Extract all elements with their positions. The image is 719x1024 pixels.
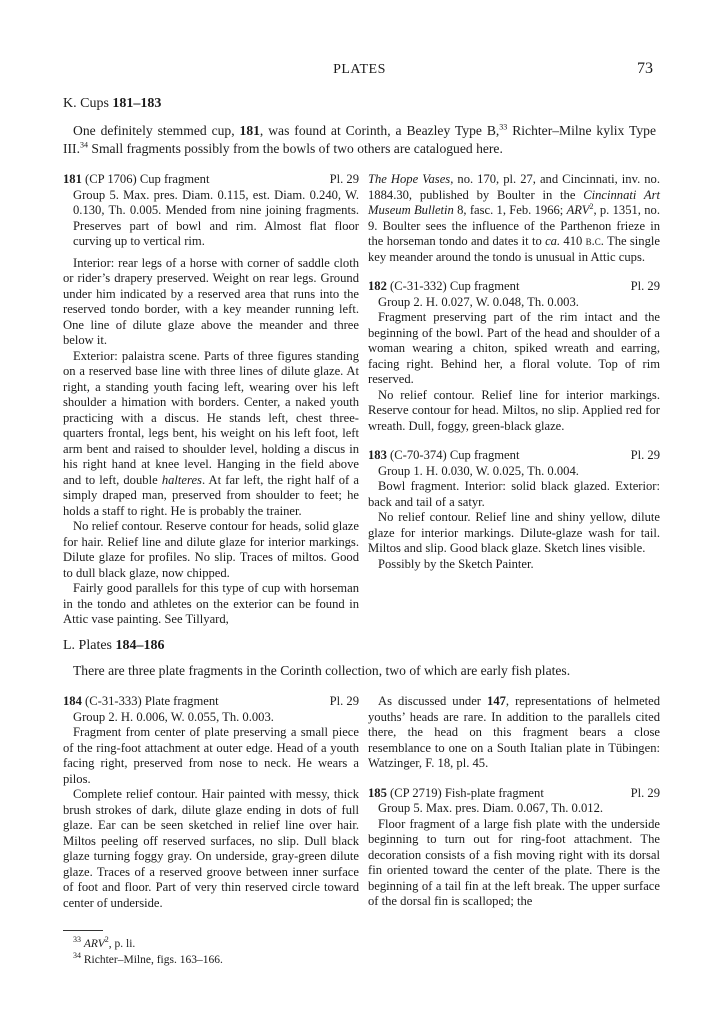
plate-reference: Pl. 29 [329,172,359,186]
plate-reference: Pl. 29 [630,279,660,293]
catalog-entry-181-parallels-continued: The Hope Vases, no. 170, pl. 27, and Cincinnati, inv. no. 1884.30, published by Boulter in the Cincinnati Art Museum Bulletin 8, fasc. 1, Feb. 1966; ARV$^2$, p. 1351, no. 9. Boulter sees the influence of the Parthenon frieze in the horseman tondo and dates it to ca. 410 b.c. The single key meander around the tondo is unusual in Attic cups. [368,172,661,264]
catalog-entry-183-technique: No relief contour. Relief line and shiny yellow, dilute glaze for interior markings. Dilute-glaze wash for tail. Miltos and slip. Good black glaze. Sketch lines visible. [368,510,660,555]
footnote-34: $^{34}$ Richter–Milne, figs. 163–166. [73,951,223,966]
catalog-entry-181-interior: Interior: rear legs of a horse with corner of saddle cloth or rider’s drapery preserved. Weight on rear legs. Ground under him indicated by a reserved area that runs into the reserved tondo border, with a key meander running left. One line of dilute glaze above the meander and three below it. [63,255,359,347]
catalog-entry-181-exterior: Exterior: palaistra scene. Parts of three figures standing on a reserved base line with three lines of dilute glaze. At right, a standing youth facing left, wearing over his left shoulder a himation with borders. Center, a naked youth practicing with a discus. He stands left, chest three-quarters frontal, legs bent, his weight on his left foot, left arm bent and raised to shoulder level, holding a discus in his right hand at knee level. Hanging in the field above and to left, double halteres. At far left, the right half of a simply draped man, preserved from shoulder to feet; he holds a staff to right. He is probably the trainer. [63,348,359,518]
catalog-entry-181-header: 181 (CP 1706) Cup fragment Pl. 29 [63,172,359,186]
section-intro-plates: There are three plate fragments in the Corinth collection, two of which are early fish plates. [73,663,571,678]
catalog-entry-183-measurements: Group 1. H. 0.030, W. 0.025, Th. 0.004. [378,463,579,478]
catalog-entry-183-description: Bowl fragment. Interior: solid black glazed. Exterior: back and tail of a satyr. [368,479,660,509]
catalog-entry-185-header: 185 (CP 2719) Fish-plate fragment Pl. 29 [368,785,660,800]
catalog-entry-184-discussion: As discussed under 147, representations of helmeted youths’ heads are rare. In addition to the parallels cited there, the head on this fragment bears a close resemblance to one on a South Italian plate in Tübingen: Watzinger, F. 18, pl. 45. [368,694,660,770]
catalog-entry-185-description: Floor fragment of a large fish plate with the underside beginning to turn out for ring-foot attachment. The decoration consists of a fish moving right with its dorsal fin oriented toward the center of the plate. There is the beginning of a tail fin at the left break. The upper surface of the dorsal fin is scalloped; the [368,816,660,908]
catalog-entry-183-attribution: Possibly by the Sketch Painter. [378,556,534,571]
plate-reference: Pl. 29 [630,448,660,462]
column-right-lower [368,694,660,910]
section-heading-plates: L. Plates 184–186 [63,638,165,653]
catalog-entry-182-technique: No relief contour. Relief line for interior markings. Reserve contour for head. Miltos, no slip. Applied red for wreath. Dull, foggy, green-black glaze. [368,387,660,433]
section-intro-cups: One definitely stemmed cup, 181, was found at Corinth, a Beazley Type B,$^{33}$ Richter–Milne kylix Type III.$^{34}$ Small fragments possibly from the bowls of two others are catalogued here. [63,122,657,156]
plate-reference: Pl. 29 [329,694,359,708]
running-head [0,62,719,86]
catalog-entry-185-measurements: Group 5. Max. pres. Diam. 0.067, Th. 0.012. [378,801,604,815]
catalog-entry-184-technique: Complete relief contour. Hair painted with messy, thick brush strokes of dark, dilute glaze ending in dots of full glaze. Ear can be seen sketched in relief line over hair. Miltos peeling off reserved surfaces, no slip. Dull black glaze turning foggy gray. On underside, gray-green dilute glaze. Traces of a reserved groove between inner surface of foot and floor. Part of very thin reserved circle toward center of underside. [63,787,359,910]
column-left-upper [63,172,359,628]
running-head-title: PLATES [333,62,386,77]
catalog-entry-181-technique: No relief contour. Reserve contour for heads, solid glaze for hair. Relief line and dilute glaze for interior markings. Dilute glaze for profiles. No slip. Traces of miltos. Good to dull black glaze, now chipped. [63,519,359,580]
catalog-entry-184-measurements: Group 2. H. 0.006, W. 0.055, Th. 0.003. [73,709,274,724]
column-right-upper [368,172,660,572]
catalog-entry-182-description: Fragment preserving part of the rim intact and the beginning of the bowl. Part of the head and shoulder of a woman wearing a chiton, spiked wreath and earring, facing right. Behind her, a floral volute. Top of rim reserved. [368,310,660,386]
catalog-entry-184-header: 184 (C-31-333) Plate fragment Pl. 29 [63,694,359,708]
section-heading-cups: K. Cups 181–183 [63,96,162,111]
column-left-lower [63,694,359,911]
catalog-entry-181-measurements: Group 5. Max. pres. Diam. 0.115, est. Diam. 0.240, W. 0.130, Th. 0.005. Mended from nine joining fragments. Preserves part of bowl and rim. Almost flat floor curving up to vertical rim. [73,187,359,248]
catalog-entry-181-parallels-start: Fairly good parallels for this type of cup with horseman in the tondo and athletes on the exterior can be found in Attic vase painting. See Tillyard, [63,581,359,626]
catalog-entry-182-measurements: Group 2. H. 0.027, W. 0.048, Th. 0.003. [378,294,579,309]
footnote-33: $^{33}$ ARV$^2$, p. li. [73,935,136,950]
catalog-entry-184-description: Fragment from center of plate preserving a small piece of the ring-foot attachment at outer edge. Head of a youth facing right, preserved from nose to neck. He wears a pilos. [63,725,359,786]
page-number: 73 [637,60,653,77]
plate-reference: Pl. 29 [630,785,660,800]
footnote-rule [63,930,103,931]
catalog-entry-183-header: 183 (C-70-374) Cup fragment Pl. 29 [368,448,660,462]
catalog-entry-182-header: 182 (C-31-332) Cup fragment Pl. 29 [368,279,660,293]
